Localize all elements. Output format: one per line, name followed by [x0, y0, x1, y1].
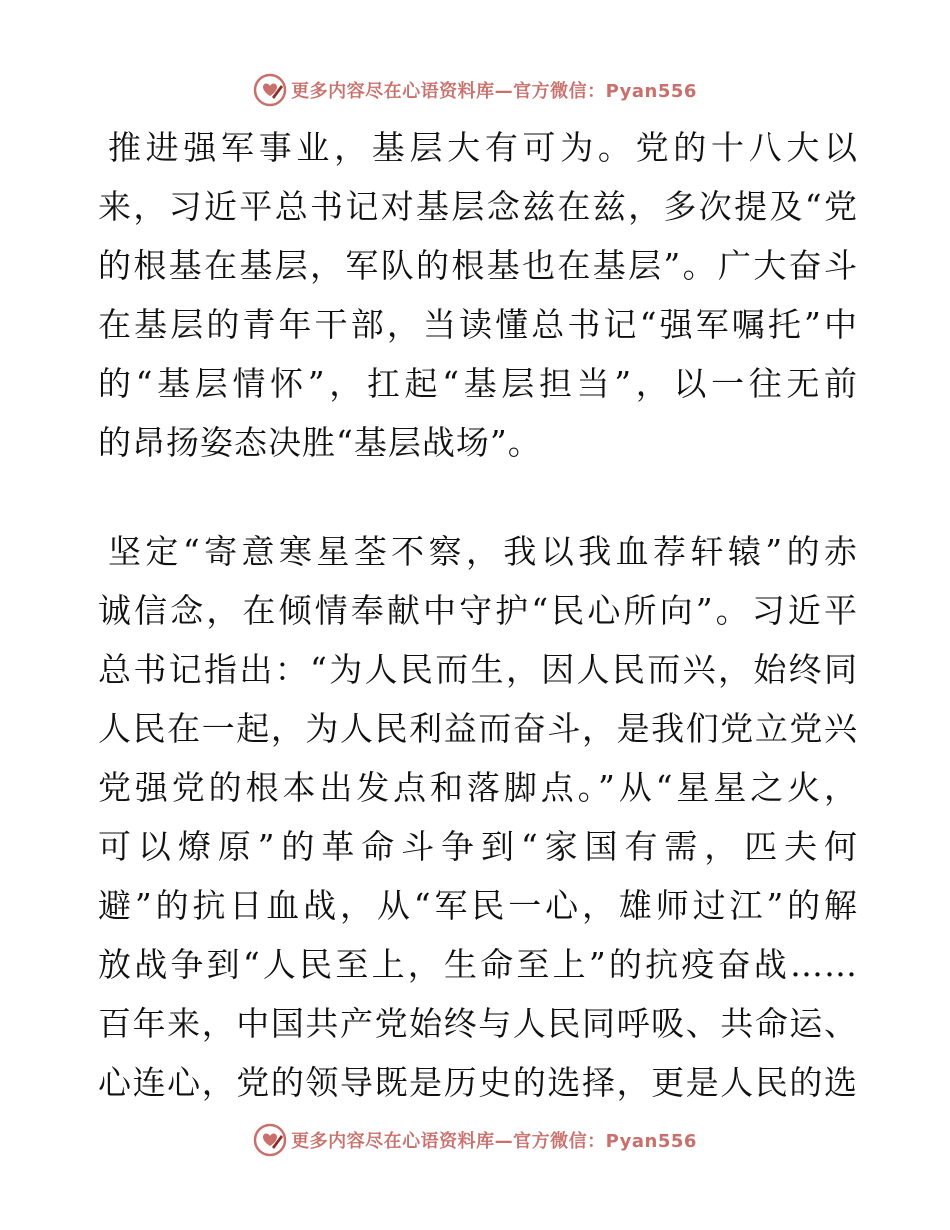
text-line: 避”的抗日血战，从“军民一心，雄师过江”的解	[98, 886, 858, 925]
footer-banner	[0, 1120, 950, 1160]
heart-pen-icon	[253, 1123, 287, 1157]
text-line: 在基层的青年干部，当读懂总书记“强军嘱托”中	[98, 305, 858, 344]
text-line: 坚定“寄意寒星荃不察，我以我血荐轩辕”的赤	[108, 532, 858, 571]
text-line: 推进强军事业，基层大有可为。党的十八大以	[108, 128, 858, 167]
text-line: 的“基层情怀”，扛起“基层担当”，以一往无前	[98, 364, 858, 403]
footer-banner-text: 更多内容尽在心语资料库—官方微信：Pyan556	[291, 1131, 697, 1152]
text-line: 放战争到“人民至上，生命至上”的抗疫奋战……	[98, 945, 858, 984]
heart-pen-icon	[253, 73, 287, 107]
text-line: 可以燎原”的革命斗争到“家国有需，匹夫何	[98, 827, 858, 866]
text-line: 的根基在基层，军队的根基也在基层”。广大奋斗	[98, 246, 858, 285]
text-line: 来，习近平总书记对基层念兹在兹，多次提及“党	[98, 187, 858, 226]
text-line: 百年来，中国共产党始终与人民同呼吸、共命运、	[98, 1004, 858, 1043]
text-line: 的昂扬姿态决胜“基层战场”。	[98, 423, 542, 462]
text-line: 总书记指出：“为人民而生，因人民而兴，始终同	[98, 650, 858, 689]
text-line: 党强党的根本出发点和落脚点。”从“星星之火，	[98, 768, 858, 807]
document-body	[98, 118, 858, 1112]
text-line: 人民在一起，为人民利益而奋斗，是我们党立党兴	[98, 709, 858, 748]
paragraph-1	[98, 118, 858, 472]
text-line: 心连心，党的领导既是历史的选择，更是人民的选	[98, 1063, 858, 1102]
text-line: 诚信念，在倾情奉献中守护“民心所向”。习近平	[98, 591, 858, 630]
paragraph-2	[98, 522, 858, 1112]
header-banner-text: 更多内容尽在心语资料库—官方微信：Pyan556	[291, 81, 697, 102]
header-banner	[0, 70, 950, 110]
